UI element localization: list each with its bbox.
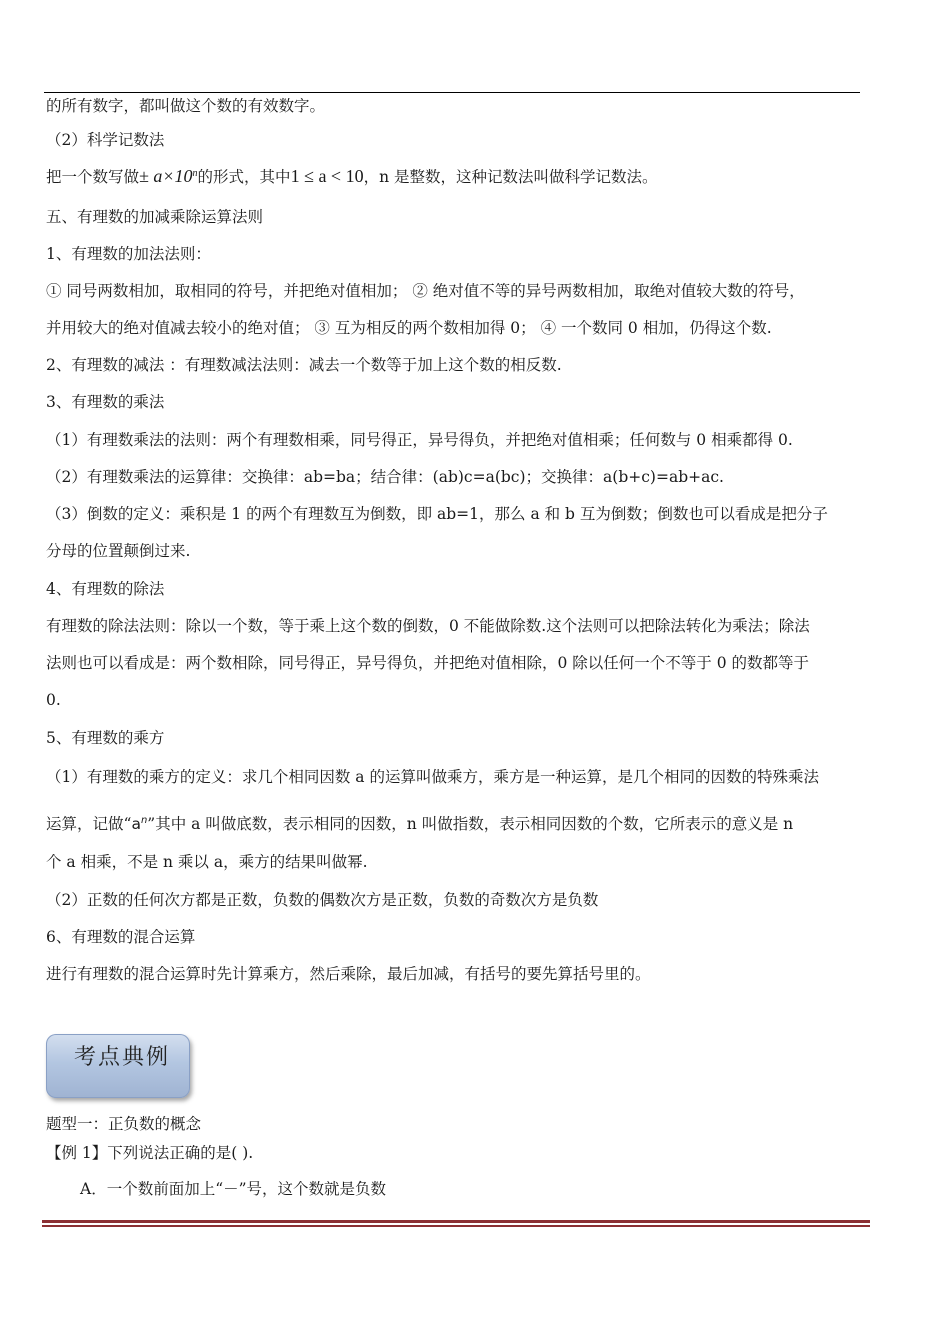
text-fragment: ，n 是整数，这种记数法叫做科学记数法。 xyxy=(363,168,658,186)
text-line: （1）有理数的乘方的定义：求几个相同因数 a 的运算叫做乘方，乘方是一种运算，是几个相同的因数的特殊乘法 xyxy=(46,768,819,786)
text-line-power-notation xyxy=(46,811,793,834)
footer-rule xyxy=(42,1220,870,1223)
text-line: 有理数的除法法则：除以一个数，等于乘上这个数的倒数，0 不能做除数.这个法则可以把除法转化为乘法；除法 xyxy=(46,617,810,635)
subheading-subtraction: 2、有理数的减法 ：有理数减法法则：减去一个数等于加上这个数的相反数. xyxy=(46,356,562,374)
text-line: 的所有数字，都叫做这个数的有效数字。 xyxy=(46,97,326,115)
math-expression xyxy=(139,166,198,186)
text-line: （1）有理数乘法的法则：两个有理数相乘，同号得正，异号得负，并把绝对值相乘；任何数与 0 相乘都得 0. xyxy=(46,431,793,449)
text-line: （3）倒数的定义：乘积是 1 的两个有理数互为倒数，即 ab=1，那么 a 和 b 互为倒数；倒数也可以看成是把分子 xyxy=(46,505,828,523)
math-range: 1 ≤ a < 10 xyxy=(290,166,364,186)
subheading-scientific-notation: （2）科学记数法 xyxy=(46,131,165,149)
question-type-heading: 题型一：正负数的概念 xyxy=(46,1115,202,1133)
text-line: 并用较大的绝对值减去较小的绝对值； ③ 互为相反的两个数相加得 0； ④ 一个数同 0 相加，仍得这个数. xyxy=(46,319,772,337)
math-exponent: n xyxy=(192,168,198,179)
text-line: 法则也可以看成是：两个数相除，同号得正，异号得负，并把绝对值相除，0 除以任何一个不等于 0 的数都等于 xyxy=(46,654,810,672)
subheading-mixed-operations: 6、有理数的混合运算 xyxy=(46,928,196,946)
text-line: 进行有理数的混合运算时先计算乘方，然后乘除，最后加减，有括号的要先算括号里的。 xyxy=(46,965,651,983)
section-heading: 五、有理数的加减乘除运算法则 xyxy=(46,208,264,226)
text-line: 分母的位置颠倒过来. xyxy=(46,542,191,560)
footer-rule xyxy=(42,1225,870,1227)
text-fragment: ”其中 a 叫做底数，表示相同的因数，n 叫做指数，表示相同因数的个数，它所表示的意义是 n xyxy=(147,815,794,833)
subheading-multiplication: 3、有理数的乘法 xyxy=(46,393,165,411)
subheading-power: 5、有理数的乘方 xyxy=(46,729,165,747)
text-line-scientific-notation xyxy=(46,164,658,187)
text-fragment: 的形式，其中 xyxy=(197,168,291,186)
answer-option-a: A．一个数前面加上“－”号，这个数就是负数 xyxy=(80,1180,387,1198)
section-badge-label: 考点典例 xyxy=(74,1045,171,1070)
subheading-addition: 1、有理数的加法法则： xyxy=(46,245,211,263)
math-exponent: n xyxy=(140,815,148,826)
header-rule xyxy=(44,92,860,93)
math-base: a xyxy=(131,815,141,833)
text-line: 0. xyxy=(46,691,61,709)
text-line: （2）有理数乘法的运算律：交换律：ab=ba；结合律：(ab)c=a(bc)；交换律：a(b+c)=ab+ac. xyxy=(46,468,724,486)
subheading-division: 4、有理数的除法 xyxy=(46,580,165,598)
example-question: 【例 1】下列说法正确的是( ). xyxy=(46,1144,254,1162)
text-line: （2）正数的任何次方都是正数，负数的偶数次方是正数，负数的奇数次方是负数 xyxy=(46,891,599,909)
math-term: ± a×10 xyxy=(139,166,193,186)
text-line: ① 同号两数相加，取相同的符号，并把绝对值相加； ② 绝对值不等的异号两数相加，取绝对值较大数的符号， xyxy=(46,282,805,300)
text-fragment: 把一个数写做 xyxy=(46,168,140,186)
text-fragment: 运算，记做“ xyxy=(46,815,132,833)
text-line: 个 a 相乘，不是 n 乘以 a，乘方的结果叫做幂. xyxy=(46,853,368,871)
